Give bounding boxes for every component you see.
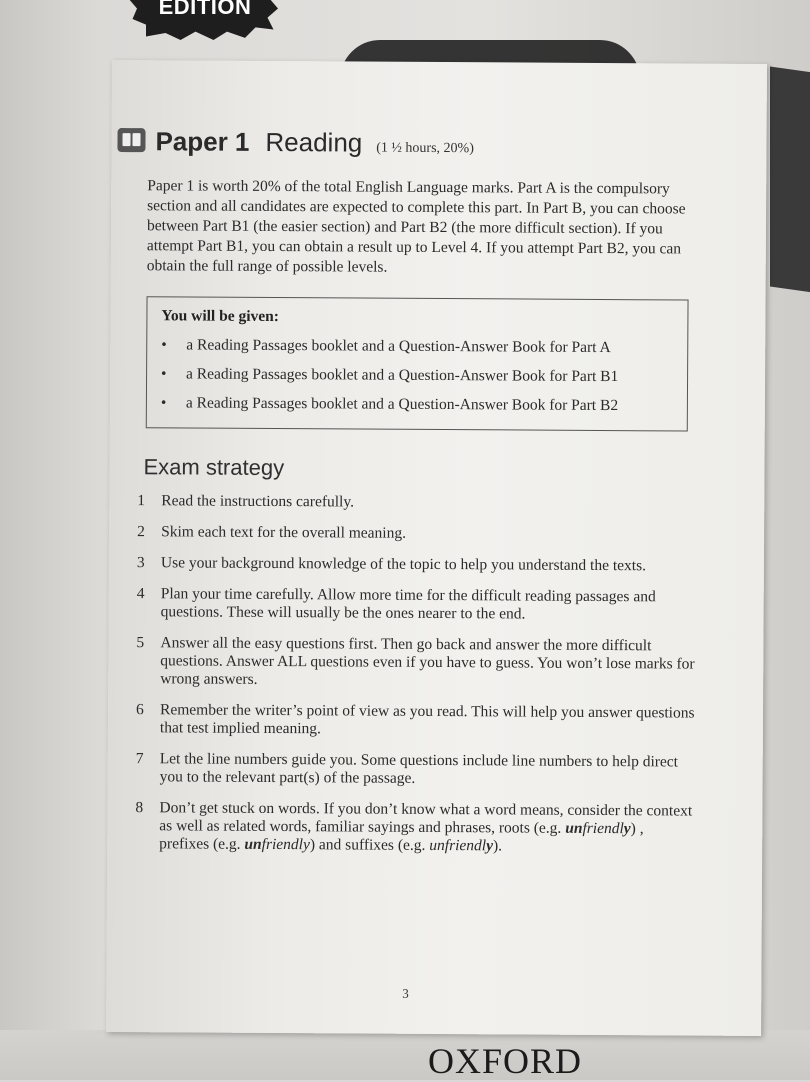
strategy-text: Skim each text for the overall meaning.: [161, 523, 407, 542]
given-item: • a Reading Passages booklet and a Question-Answer Book for Part A: [161, 336, 611, 357]
strategy-number: 2: [137, 523, 145, 541]
strategy-text: Answer all the easy questions first. Then go back and answer the more difficult questions. Answer ALL questions even if you have to guess. You won’t lose marks for wrong answers.: [160, 634, 695, 688]
book-icon: [117, 128, 145, 152]
strategy-item: [136, 750, 696, 789]
strategy-text: Let the line numbers guide you. Some questions include line numbers to help direct you to the relevant part(s) of the passage.: [159, 750, 679, 787]
given-item: • a Reading Passages booklet and a Question-Answer Book for Part B1: [161, 365, 619, 386]
duration-label: (1 ½ hours, 20%): [376, 140, 474, 157]
strategy-item: [136, 701, 696, 740]
strategy-number: 6: [135, 701, 144, 719]
strategy-number: 7: [135, 750, 144, 768]
given-box: [146, 296, 689, 431]
strategy-heading: Exam strategy: [143, 454, 285, 481]
paper-label: Paper 1: [155, 126, 250, 157]
publisher-logo: OXFORD: [428, 1041, 583, 1081]
page-number: 3: [402, 985, 409, 1001]
given-item-text: a Reading Passages booklet and a Question-Answer Book for Part B2: [185, 394, 619, 415]
strategy-text: Remember the writer’s point of view as you read. This will help you answer questions that test implied meaning.: [159, 701, 695, 738]
strategy-text: Plan your time carefully. Allow more time for the difficult reading passages and questions. These will usually be the ones nearer to the end.: [160, 585, 656, 623]
strategy-item: [137, 554, 697, 575]
strategy-text: Use your background knowledge of the topic to help you understand the texts.: [160, 554, 647, 575]
book-page: [106, 60, 767, 1036]
edition-badge-text: EDITION: [158, 0, 252, 19]
strategy-item: [135, 799, 695, 856]
strategy-text: Don’t get stuck on words. If you don’t know what a word means, consider the context as well as related words, familiar sayings and phrases, roots (e.g. unfriendly) , prefixes (e.g. unfriendly) and suffixes (e.g. unfriendly).: [159, 799, 693, 855]
strategy-list: [135, 492, 697, 869]
page-title-row: [117, 126, 474, 159]
given-item-text: a Reading Passages booklet and a Question-Answer Book for Part B1: [186, 365, 619, 386]
section-label: Reading: [265, 126, 363, 158]
strategy-number: 3: [136, 554, 145, 572]
cover-footer: [0, 1030, 810, 1080]
given-item-text: a Reading Passages booklet and a Question-Answer Book for Part A: [186, 336, 611, 357]
strategy-item: [136, 634, 696, 691]
cover-stripe: [770, 66, 810, 293]
strategy-number: 4: [136, 585, 145, 603]
strategy-text: Read the instructions carefully.: [161, 492, 355, 511]
strategy-item: [137, 585, 697, 624]
strategy-item: [137, 492, 697, 513]
intro-paragraph: Paper 1 is worth 20% of the total English Language marks. Part A is the compulsory section and all candidates are expected to complete this part. In Part B, you can choose between Part B1 (the easier section) and Part B2 (the more difficult section). If you attempt Part B1, you can obtain a result up to Level 4. If you attempt Part B2, you can obtain the full range of possible levels.: [146, 177, 686, 276]
strategy-number: 1: [137, 492, 146, 510]
strategy-number: 5: [136, 634, 145, 652]
strategy-number: 8: [135, 799, 144, 817]
given-item: • a Reading Passages booklet and a Question-Answer Book for Part B2: [160, 394, 619, 415]
strategy-item: [137, 523, 697, 544]
given-title: You will be given:: [161, 307, 280, 326]
